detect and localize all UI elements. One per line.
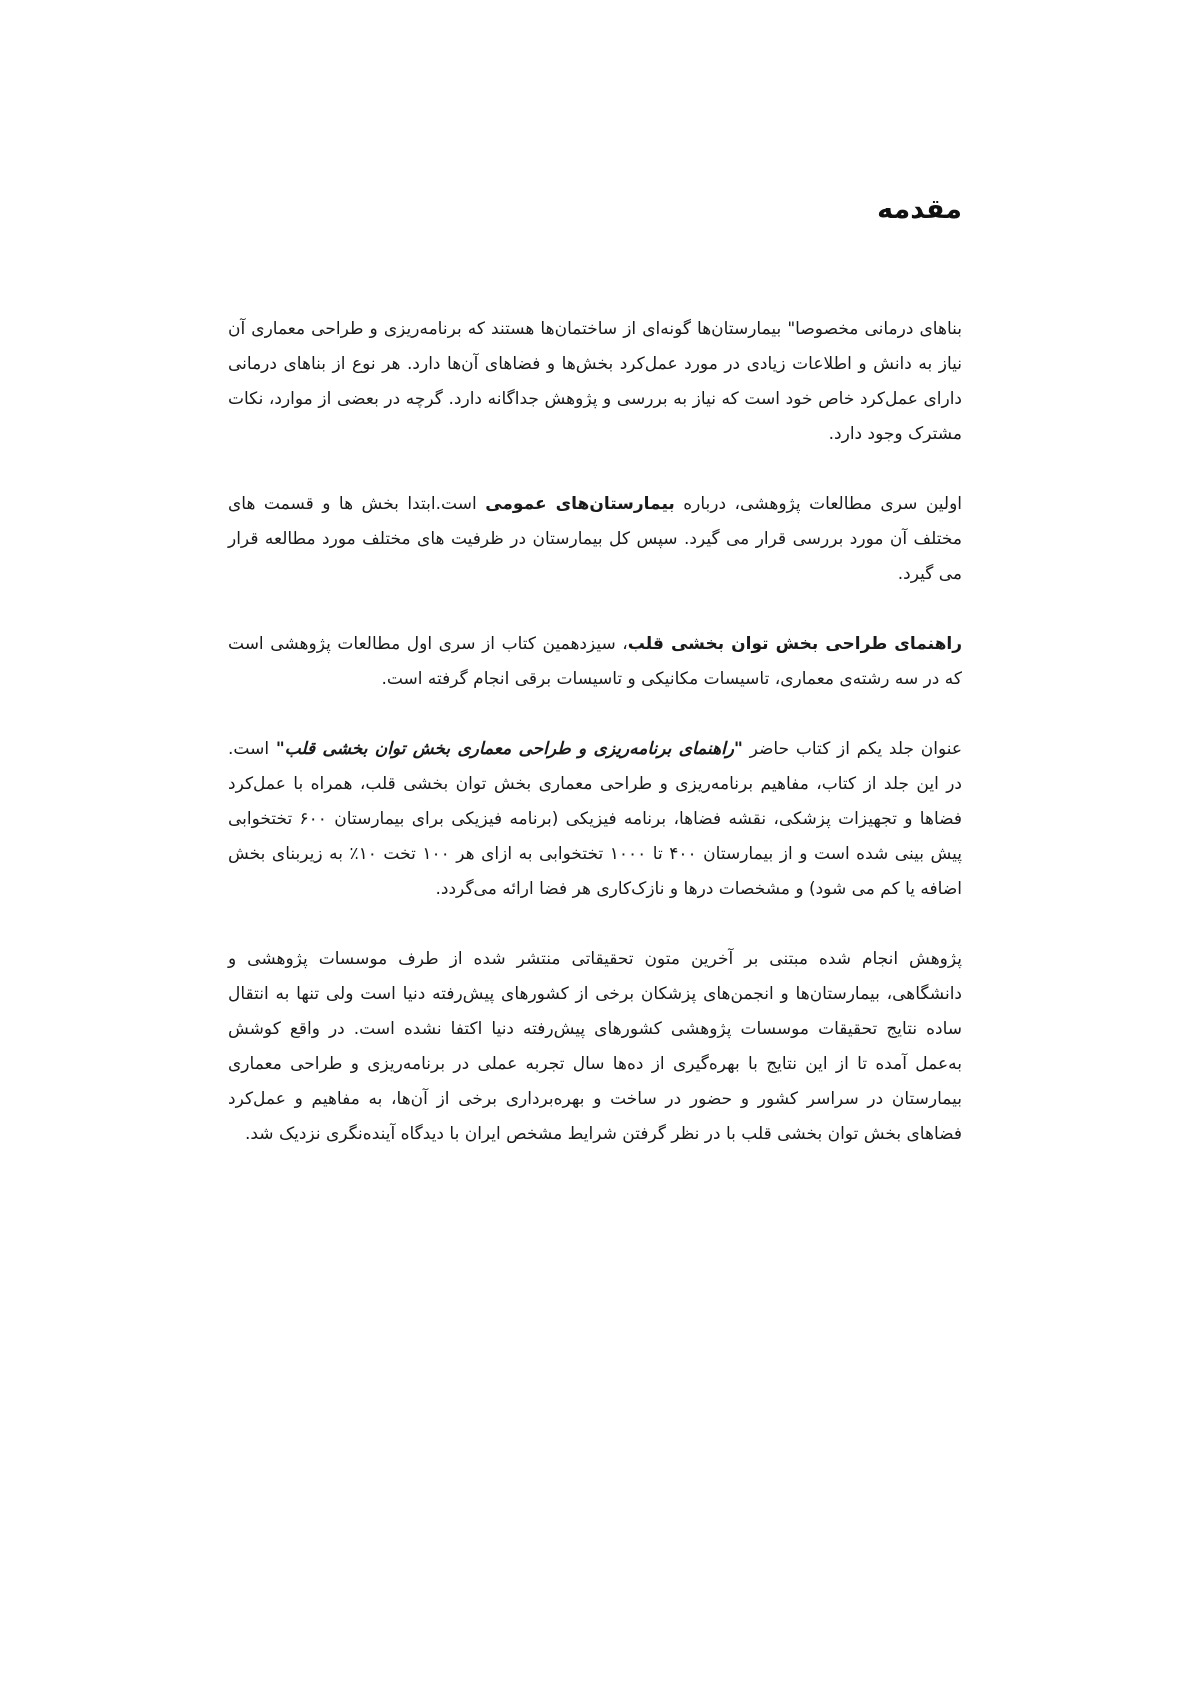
paragraph-2-text-a: اولین سری مطالعات پژوهشی، درباره <box>674 494 963 514</box>
paragraph-4-bold-italic-volume-title: "راهنمای برنامه‌ریزی و طراحی معماری بخش توان بخشی قلب" <box>275 739 743 759</box>
paragraph-3-bold-book-title: راهنمای طراحی بخش توان بخشی قلب <box>627 634 962 654</box>
paragraph-3 <box>228 627 962 697</box>
body-text <box>228 312 962 1187</box>
paragraph-2-bold-general-hospitals: بیمارستان‌های عمومی <box>485 494 675 514</box>
paragraph-2-text-b: است.ابتدا بخش ها و قسمت های مختلف آن مورد بررسی قرار می گیرد. سپس کل بیمارستان در ظرفیت های مختلف مورد مطالعه قرار می گیرد. <box>228 494 962 584</box>
paragraph-3-text: ، سیزدهمین کتاب از سری اول مطالعات پژوهشی است که در سه رشته‌ی معماری، تاسیسات مکانیکی و تاسیسات برقی انجام گرفته است. <box>228 634 962 689</box>
page-heading: مقدمه <box>877 194 962 225</box>
paragraph-2 <box>228 487 962 592</box>
paragraph-1: بناهای درمانی مخصوصا" بیمارستان‌ها گونه‌ای از ساختمان‌ها هستند که برنامه‌ریزی و طراحی معماری آن نیاز به دانش و اطلاعات زیادی در مورد عمل‌کرد بخش‌ها و فضاهای آن‌ها دارد. هر نوع از بناهای درمانی دارای عمل‌کرد خاص خود است که نیاز به بررسی و پژوهش جداگانه دارد. گرچه در بعضی از موارد، نکات مشترک وجود دارد. <box>228 319 962 444</box>
paragraph-4 <box>228 732 962 907</box>
paragraph-4-text-b: است. در این جلد از کتاب، مفاهیم برنامه‌ریزی و طراحی معماری بخش توان بخشی قلب، همراه با عمل‌کرد فضاها و تجهیزات پزشکی، نقشه فضاها، برنامه فیزیکی (برنامه فیزیکی برای بیمارستان ۶۰۰ تختخوابی پیش بینی شده است و از بیمارستان ۴۰۰ تا ۱۰۰۰ تختخوابی به ازای هر ۱۰۰ تخت ۱۰٪ به زیربنای بخش اضافه یا کم می شود) و مشخصات درها و نازک‌کاری هر فضا ارائه می‌گردد. <box>228 739 963 899</box>
paragraph-5: پژوهش انجام شده مبتنی بر آخرین متون تحقیقاتی منتشر شده از طرف موسسات پژوهشی و دانشگاهی، بیمارستان‌ها و انجمن‌های پزشکان برخی از کشورهای پیش‌رفته دنیا است ولی تنها به انتقال ساده نتایج تحقیقات موسسات پژوهشی کشورهای پیش‌رفته دنیا اکتفا نشده است. در واقع کوشش به‌عمل آمده تا از این نتایج با بهره‌گیری از ده‌ها سال تجربه عملی در برنامه‌ریزی و طراحی معماری بیمارستان در سراسر کشور و حضور در ساخت و بهره‌برداری برخی از آن‌ها، به مفاهیم و عمل‌کرد فضاهای بخش توان بخشی قلب با در نظر گرفتن شرایط مشخص ایران با دیدگاه آینده‌نگری نزدیک شد. <box>228 949 962 1144</box>
paragraph-4-text-a: عنوان جلد یکم از کتاب حاضر <box>742 739 962 759</box>
